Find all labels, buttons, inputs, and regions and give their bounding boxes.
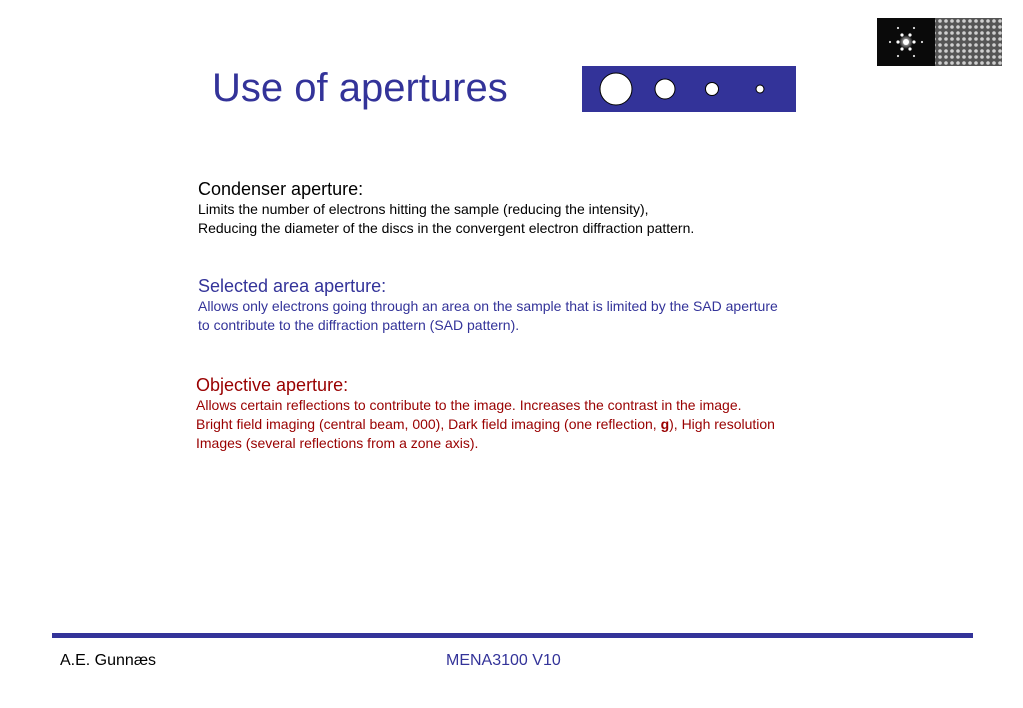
objective-line-2-start: Bright field imaging (central beam, 000), Dark field imaging (one reflection, (196, 416, 661, 432)
aperture-strip (582, 66, 796, 112)
reflection-g: g (660, 416, 670, 432)
aperture-medium (655, 79, 675, 99)
objective-heading: Objective aperture: (196, 375, 349, 395)
objective-line-2 (196, 415, 775, 434)
condenser-section (198, 178, 694, 238)
sad-heading: Selected area aperture: (198, 276, 387, 296)
aperture-tiny (756, 85, 764, 93)
sad-line-1: Allows only electrons going through an area on the sample that is limited by the SAD aperture (198, 298, 778, 314)
objective-line-2-end: ), High resolution (669, 416, 775, 432)
footer-rule (52, 633, 973, 638)
aperture-small (706, 83, 719, 96)
hrtem-image-icon (935, 18, 1002, 66)
objective-line-3: Images (several reflections from a zone axis). (196, 435, 479, 451)
aperture-large (600, 73, 632, 105)
aperture-circles-icon (582, 66, 796, 112)
condenser-line-2: Reducing the diameter of the discs in the convergent electron diffraction pattern. (198, 220, 695, 236)
objective-section (196, 374, 775, 453)
condenser-heading: Condenser aperture: (198, 179, 364, 199)
slide-title: Use of apertures (212, 66, 508, 110)
condenser-line-1: Limits the number of electrons hitting the sample (reducing the intensity), (198, 201, 649, 217)
sad-line-2: to contribute to the diffraction pattern (SAD pattern). (198, 317, 520, 333)
micrograph-thumbnails (877, 18, 1002, 66)
sad-section (198, 275, 778, 335)
objective-line-1: Allows certain reflections to contribute to the image. Increases the contrast in the image. (196, 397, 742, 413)
footer-author: A.E. Gunnæs (60, 652, 157, 669)
footer-course: MENA3100 V10 (446, 652, 561, 669)
